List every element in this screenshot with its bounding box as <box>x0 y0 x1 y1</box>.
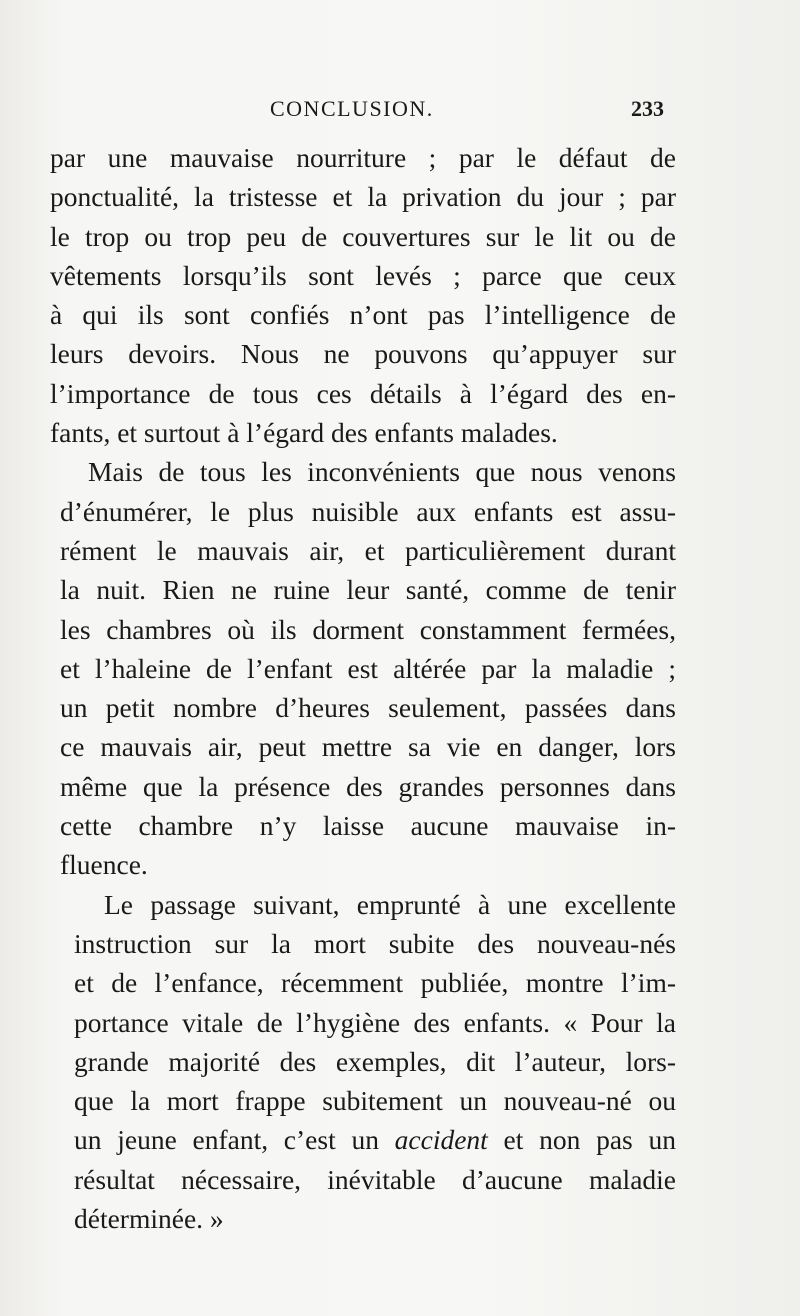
text-line: rément le mauvais air, et particulièrement durant <box>60 534 676 566</box>
text-line: un petit nombre d’heures seulement, passées dans <box>60 692 676 724</box>
text-line: même que la présence des grandes personnes dans <box>60 770 676 802</box>
text-line: fants, et surtout à l’égard des enfants malades. <box>50 417 558 449</box>
text-segment: et non pas un <box>487 1124 676 1156</box>
text-line: le trop ou trop peu de couvertures sur le lit ou de <box>50 220 676 252</box>
text-line: résultat nécessaire, inévitable d’aucune maladie <box>74 1163 676 1195</box>
text-line: leurs devoirs. Nous ne pouvons qu’appuyer sur <box>50 338 676 370</box>
paragraph-2 <box>50 452 676 884</box>
text-line: ponctualité, la tristesse et la privation du jour ; par <box>50 181 676 213</box>
running-title: CONCLUSION. <box>270 96 434 121</box>
text-line: portance vitale de l’hygiène des enfants. « Pour la <box>74 1006 676 1038</box>
text-line: les chambres où ils dorment constamment fermées, <box>60 613 676 645</box>
text-line: vêtements lorsqu’ils sont levés ; parce que ceux <box>50 259 676 291</box>
text-line: déterminée. » <box>74 1203 224 1235</box>
text-line: Mais de tous les inconvénients que nous venons <box>88 456 676 488</box>
text-line: ce mauvais air, peut mettre sa vie en danger, lors <box>60 731 676 763</box>
paragraph-1 <box>50 138 676 452</box>
text-line: l’importance de tous ces détails à l’égard des en- <box>50 377 676 409</box>
text-line: et de l’enfance, récemment publiée, montre l’im- <box>74 967 676 999</box>
text-line: par une mauvaise nourriture ; par le défaut de <box>50 142 676 173</box>
page-number: 233 <box>631 96 664 121</box>
text-line: grande majorité des exemples, dit l’auteur, lors- <box>74 1045 676 1077</box>
paragraph-3 <box>50 885 676 1239</box>
text-line: et l’haleine de l’enfant est altérée par la maladie ; <box>60 652 676 684</box>
text-line: instruction sur la mort subite des nouveau-nés <box>74 927 676 959</box>
text-line: que la mort frappe subitement un nouveau-né ou <box>74 1085 676 1117</box>
text-line: à qui ils sont confiés n’ont pas l’intelligence de <box>50 299 676 331</box>
text-line: fluence. <box>60 849 148 881</box>
text-line-with-italic <box>50 1120 676 1159</box>
running-head <box>0 96 800 126</box>
italic-word: accident <box>394 1124 488 1156</box>
text-line: Le passage suivant, emprunté à une excellente <box>104 888 676 920</box>
text-line: d’énumérer, le plus nuisible aux enfants est assu- <box>60 495 676 527</box>
body-text <box>50 138 676 1238</box>
text-line: la nuit. Rien ne ruine leur santé, comme de tenir <box>60 574 676 606</box>
text-segment: un jeune enfant, c’est un <box>74 1124 395 1156</box>
text-line: cette chambre n’y laisse aucune mauvaise in- <box>60 810 676 842</box>
